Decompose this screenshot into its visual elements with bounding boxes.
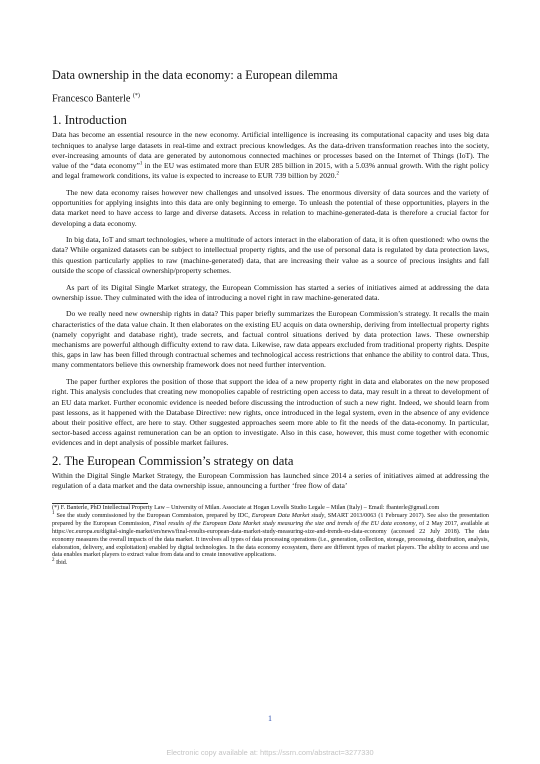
section-heading-introduction: 1. Introduction [52,113,127,128]
footnote-ref-1[interactable]: 1 [139,161,143,167]
paragraph-5: Do we really need new ownership rights in data? This paper briefly summarizes the European Commission’s strategy. It recalls the main characteristics of the data value chain. It then elaborates on the existing EU acquis on data ownership, deriving from intellectual property rights (namely copyright and database right), trade secrets, and factual control situations derived by data protection laws. These ownership mechanisms are powerful although difficulty extend to raw data. Likewise, raw data appears excluded from traditional property rights. Despite this, gaps in law has been filled through contractual schemes and technological access restrictions that enhance the ability to control data. Thus, many commentators believe this ownership framework does not need further intervention. [52,309,489,370]
paragraph-4: As part of its Digital Single Market strategy, the European Commission has started a series of initiatives aimed at addressing the data ownership issue. They culminated with the idea of introducing a novel right in raw machine-generated data. [52,282,489,302]
ssrn-availability-note: Electronic copy available at: https://ssrn.com/abstract=3277330 [166,748,374,757]
paragraph-2: The new data economy raises however new challenges and unsolved issues. The enormous diversity of data sources and the variety of opportunities for applying insights into this data are only beginning to emerge. To unleash the potential of these opportunities, players in the data market need to have access to large and diverse datasets. Access in relation to machine-generated-data is therefore a crucial factor for developing a data economy. [52,187,489,228]
paragraph-1: Data has become an essential resource in the new economy. Artificial intelligence is increasing its computational capacity and uses big data techniques to analyse large datasets in real-time and extract precious knowledges. As the data-driven transformation reaches into the society, ever-increasing amounts of data are generated by autonomous connected machines or processes based on the Internet of Things (IoT). The value of the “data economy”$^1$ in the EU was estimated more than EUR 285 billion in 2015, with a 5.03% annual growth. With the right policy and legal framework conditions, its value is expected to increase to EUR 739 billion by 2020.$^2$ [52,130,489,181]
page-number: 1 [268,714,272,723]
author-footnote-mark: (*) [132,93,140,99]
author-name: Francesco Banterle [52,93,131,105]
footnote-1: $^1$ See the study commissioned by the European Commission, prepared by IDC, European Data Market study, SMART 2013/0063 (1 February 2017). See also the presentation prepared by the European Commission, Final results of the European Data Market study measuring the size and trends of the EU data economy, of 2 May 2017, available at https://ec.europa.eu/digital-single-market/en/news/final-results-european-data-market-study-measuring-size-and-trends-eu-data-economy (accessed 22 July 2018). The data economy measures the overall impacts of the data market. It involves all types of data processing operations (i.e., generation, collection, storage, processing, distribution, analysis, elaboration, delivery, and exploitation) enabled by digital technologies. In the data economy ecosystem, there are different types of market players. The ability to access and use data enables market players to extract value from data and to create innovative applications. [52,510,489,559]
paragraph-6: The paper further explores the position of those that support the idea of a new property right in data and elaborates on the new proposed right. This analysis concludes that creating new monopolies capable of restricting open access to data, may result in a threat to development of an EU data market. Further economic evidence is needed before discussing the introduction of such a new right. Indeed, we should learn from past lessons, as it happened with the Database Directive: new rights, once introduced in the legal system, even in the absence of any evidence about their positive effect, are here to stay. Other suggested approaches seem more able to fit the needs of the data-economy. In particular, sector-based access against remuneration can be an option to investigate. Also in this case, however, this must come together with economic evidences and in dept analysis of possible market failures. [52,377,489,448]
footnote-ref-2[interactable]: 2 [336,171,339,177]
paragraph-3: In big data, IoT and smart technologies, where a multitude of actors interact in the elaboration of data, it is often questioned: who owns the data? While organized datasets can be subject to intellectual property rights, and the use of personal data is regulated by data protection laws, this question particularly applies to raw (machine-generated) data, that are increasing their value as a source of precious insights and fall outside the scope of classical ownership/property schemes. [52,235,489,275]
author-line [52,90,489,105]
footnote-author: (*) F. Banterle, PhD Intellectual Property Law – University of Milan. Associate at Hogan Lovells Studio Legale – Milan (Italy) – Email: fbanterle@gmail.com [52,504,440,511]
paper-title: Data ownership in the data economy: a European dilemma [52,68,338,82]
paragraph-7: Within the Digital Single Market Strategy, the European Commission has launched since 2014 a series of initiatives aimed at addressing the regulation of a data market and the data ownership issue, announcing a further ‘free flow of data’ [52,470,489,490]
footnote-2: $^2$ Ibid. [52,558,68,567]
paper-page [52,68,489,568]
footnotes [52,505,489,568]
footnote-divider [52,503,148,504]
section-heading-strategy: 2. The European Commission’s strategy on data [52,453,294,468]
